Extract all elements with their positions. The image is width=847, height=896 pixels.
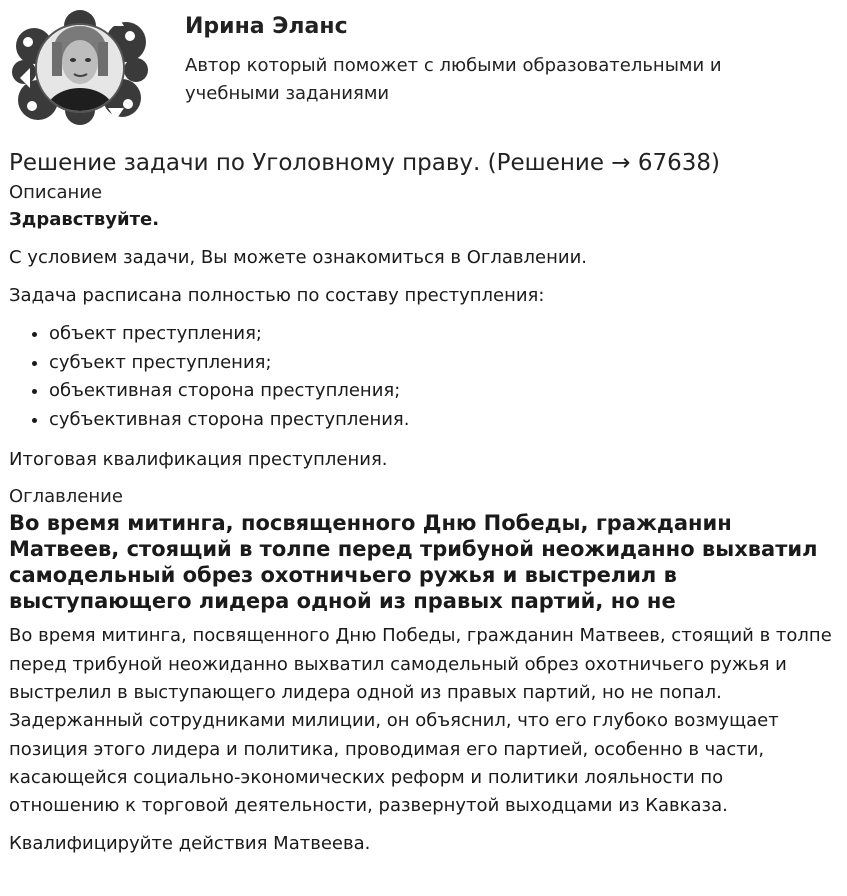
- author-card: [8, 8, 838, 128]
- problem-text: Во время митинга, посвященного Дню Победы, гражданин Матвеев, стоящий в толпе перед трибуной неожиданно выхватил самодельный обрез охотничьего ружья и выстрелил в выступающего лидера одной из правых партий, но не попал. Задержанный сотрудниками милиции, он объяснил, что его глубоко возмущает позиция этого лидера и политика, проводимая его партией, особенно в части, касающейся социально-экономических реформ и политики лояльности по отношению к торговой деятельности, развернутой выходцами из Кавказа.: [9, 625, 832, 817]
- intro-text: С условием задачи, Вы можете ознакомиться в Оглавлении.: [9, 247, 587, 268]
- author-description: Автор который поможет с любыми образовательными и учебными заданиями: [185, 55, 722, 104]
- list-item: • субъект преступления;: [49, 349, 839, 378]
- main-content: [9, 146, 839, 869]
- list-item: • субъективная сторона преступления.: [49, 406, 839, 435]
- list-item: • объективная сторона преступления;: [49, 377, 839, 406]
- question-text: Квалифицируйте действия Матвеева.: [9, 833, 371, 855]
- author-name[interactable]: Ирина Эланс: [185, 14, 348, 39]
- criteria-list: [9, 320, 839, 434]
- toc-label: Оглавление: [9, 486, 123, 508]
- list-item: • объект преступления;: [49, 320, 839, 349]
- lead-text: Задача расписана полностью по составу преступления:: [9, 285, 545, 306]
- greeting-text: Здравствуйте.: [9, 209, 160, 230]
- description-label: Описание: [9, 182, 103, 203]
- page-title: Решение задачи по Уголовному праву. (Решение → 67638): [9, 150, 721, 176]
- toc-heading: Во время митинга, посвященного Дню Победы, гражданин Матвеев, стоящий в толпе перед трибуной неожиданно выхватил самодельный обрез охотничьего ружья и выстрелил в выступающего лидера одной из правых партий, но не: [9, 511, 818, 614]
- conclusion-text: Итоговая квалификация преступления.: [9, 449, 388, 471]
- author-avatar[interactable]: [8, 8, 150, 126]
